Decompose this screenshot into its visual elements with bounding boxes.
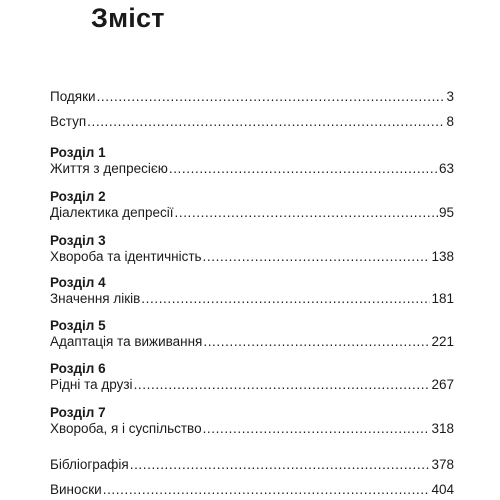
- toc-line: [50, 377, 454, 393]
- toc-page-number: 8: [446, 114, 454, 129]
- toc-page-number: 404: [431, 482, 454, 497]
- toc-line: [50, 457, 454, 473]
- toc-entry-acknowledgements: [50, 89, 454, 105]
- page-title: Зміст: [91, 3, 165, 33]
- leader-dots: [175, 205, 438, 221]
- toc-entry-label: Вступ: [50, 114, 87, 129]
- toc-entry-label: Значення ліків: [50, 291, 141, 306]
- toc-page-number: 181: [431, 291, 454, 306]
- toc-entry-label: Рідні та друзі: [50, 377, 133, 392]
- toc-chapter-1: [50, 145, 454, 177]
- leader-dots: [87, 114, 445, 130]
- toc-entry-label: Хвороба та ідентичність: [50, 249, 202, 264]
- toc-page-number: 378: [431, 457, 454, 472]
- toc-chapter-7: [50, 405, 454, 437]
- leader-dots: [141, 291, 430, 307]
- toc-line: [50, 249, 454, 265]
- toc-page-number: 63: [438, 161, 454, 176]
- leader-dots: [203, 421, 431, 437]
- toc-page-number: 267: [431, 377, 454, 392]
- chapter-heading: Розділ 5: [50, 318, 106, 333]
- toc-entry-label: Діалектика депресії: [50, 205, 174, 220]
- toc-line: [50, 291, 454, 307]
- toc-entry-label: Хвороба, я і суспільство: [50, 421, 202, 436]
- toc-entry-label: Виноски: [50, 482, 102, 497]
- toc-entry-label: Адаптація та виживання: [50, 334, 203, 349]
- leader-dots: [130, 457, 431, 473]
- toc-entry-label: Подяки: [50, 89, 96, 104]
- leader-dots: [97, 89, 446, 105]
- toc-chapter-5: [50, 318, 454, 350]
- chapter-heading: Розділ 2: [50, 189, 106, 204]
- toc-page-number: 221: [431, 334, 454, 349]
- leader-dots: [203, 249, 431, 265]
- toc-entry-notes: [50, 482, 454, 498]
- toc-entry-introduction: [50, 114, 454, 130]
- toc-line: [50, 482, 454, 498]
- toc-chapter-6: [50, 361, 454, 393]
- toc-line: [50, 205, 454, 221]
- chapter-heading: Розділ 1: [50, 145, 106, 160]
- toc-entry-label: Життя з депресією: [50, 161, 168, 176]
- toc-chapter-3: [50, 233, 454, 265]
- leader-dots: [169, 161, 438, 177]
- toc-line: [50, 89, 454, 105]
- toc-entry-label: Бібліографія: [50, 457, 129, 472]
- toc-line: [50, 334, 454, 350]
- chapter-heading: Розділ 6: [50, 361, 106, 376]
- toc-page-number: 318: [431, 421, 454, 436]
- leader-dots: [134, 377, 431, 393]
- toc-line: [50, 161, 454, 177]
- chapter-heading: Розділ 7: [50, 405, 106, 420]
- toc-entry-bibliography: [50, 457, 454, 473]
- toc-page-number: 138: [431, 249, 454, 264]
- toc-line: [50, 114, 454, 130]
- toc-chapter-4: [50, 275, 454, 307]
- toc-line: [50, 421, 454, 437]
- leader-dots: [203, 334, 430, 350]
- leader-dots: [103, 482, 431, 498]
- toc-chapter-2: [50, 189, 454, 221]
- chapter-heading: Розділ 4: [50, 275, 106, 290]
- toc-page-number: 95: [438, 205, 454, 220]
- toc-page-number: 3: [446, 89, 454, 104]
- chapter-heading: Розділ 3: [50, 233, 106, 248]
